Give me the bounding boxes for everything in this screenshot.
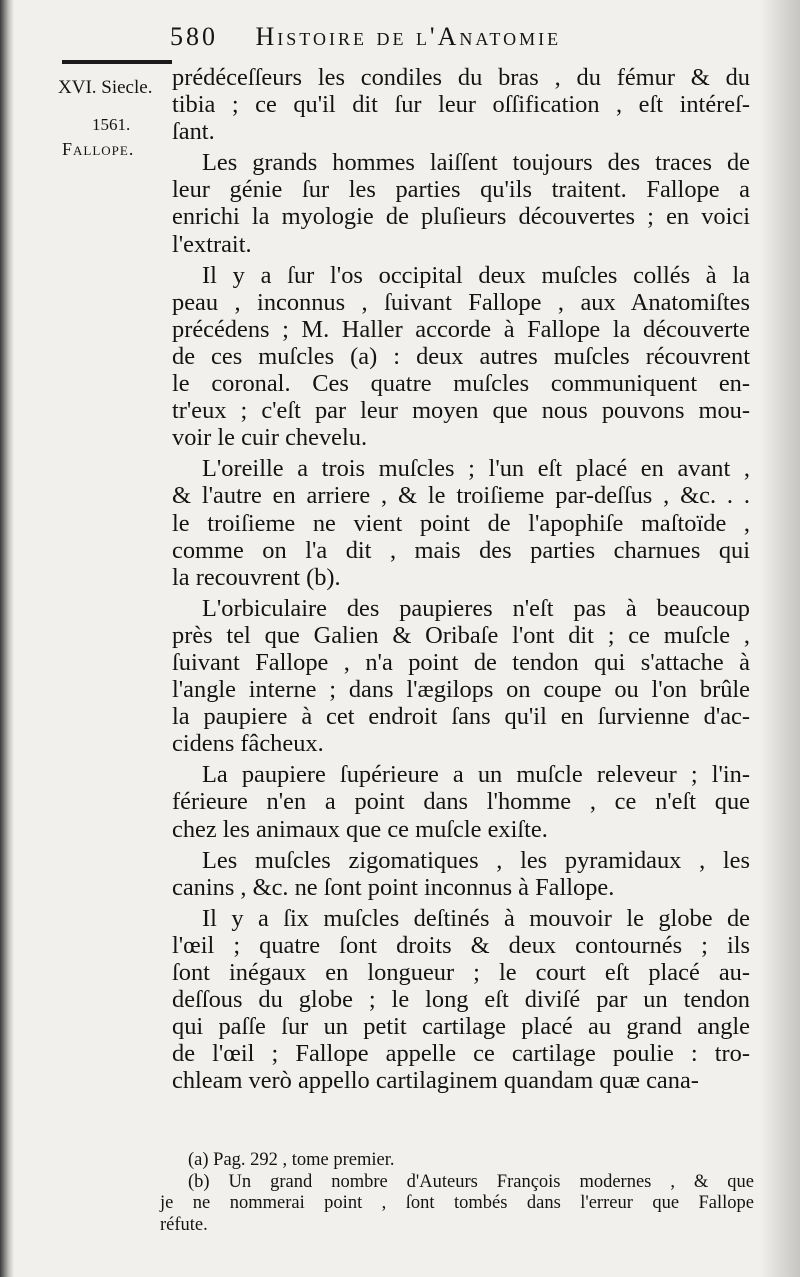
text-line: voir le cuir chevelu. bbox=[172, 424, 368, 452]
text-line: leur génie ſur les parties qu'ils traitent. Fallope a bbox=[172, 176, 750, 204]
margin-note-name: Fallope. bbox=[62, 139, 135, 159]
text-line: Les muſcles zigomatiques , les pyramidaux , les bbox=[202, 846, 750, 874]
text-line: de l'œil ; Fallope appelle ce cartilage poulie : tro- bbox=[172, 1040, 750, 1068]
text-line: férieure n'en a point dans l'homme , ce n'eſt que bbox=[172, 788, 750, 816]
text-line: Les grands hommes laiſſent toujours des traces de bbox=[202, 149, 750, 177]
text-line: ſont inégaux en longueur ; le court eſt placé au- bbox=[172, 959, 750, 986]
text-line: l'œil ; quatre ſont droits & deux contournés ; ils bbox=[172, 931, 750, 959]
page-edge-shadow bbox=[760, 0, 800, 1277]
text-line: le troiſieme ne vient point de l'apophiſe maſtoïde , bbox=[172, 509, 750, 537]
text-line: tibia ; ce qu'il dit ſur leur oſſification , eſt intéreſ- bbox=[172, 91, 750, 119]
text-line: ſant. bbox=[172, 118, 215, 146]
text-line: Il y a ſix muſcles deſtinés à mouvoir le globe de bbox=[202, 904, 750, 932]
running-title: Histoire de l'Anatomie bbox=[255, 22, 562, 51]
paragraph bbox=[172, 847, 750, 901]
text-line: précédens ; M. Haller accorde à Fallope la découverte bbox=[172, 315, 750, 343]
text-line: prédéceſſeurs les condiles du bras , du fémur & du bbox=[172, 64, 750, 91]
text-line: ſuivant Fallope , n'a point de tendon qui s'attache à bbox=[172, 648, 750, 676]
page-number: 580 bbox=[170, 22, 218, 51]
paragraph bbox=[172, 905, 750, 1095]
text-line: deſſous du globe ; le long eſt diviſé par un tendon bbox=[172, 986, 750, 1014]
text-line: la recouvrent (b). bbox=[172, 563, 341, 591]
text-line: peau , inconnus , ſuivant Fallope , aux Anatomiſtes bbox=[172, 288, 750, 316]
text-line: de ces muſcles (a) : deux autres muſcles récouvrent bbox=[172, 342, 750, 370]
text-line: L'orbiculaire des paupieres n'eſt pas à beaucoup bbox=[202, 594, 750, 622]
header-rule bbox=[62, 60, 172, 64]
paragraph bbox=[172, 761, 750, 842]
text-line: L'oreille a trois muſcles ; l'un eſt placé en avant , bbox=[202, 455, 750, 483]
footnote-line: je ne nommerai point , ſont tombés dans l'erreur que Fallope bbox=[160, 1193, 754, 1213]
text-line: le coronal. Ces quatre muſcles communiquent en- bbox=[172, 370, 750, 398]
text-line: canins , &c. ne ſont point inconnus à Fallope. bbox=[172, 873, 615, 901]
text-line: la paupiere à cet endroit ſans qu'il en ſurvienne d'ac- bbox=[172, 703, 750, 731]
footnote-line: réfute. bbox=[160, 1214, 208, 1235]
paragraph bbox=[172, 64, 750, 145]
text-line: cidens fâcheux. bbox=[172, 730, 324, 758]
paragraph bbox=[172, 595, 750, 758]
text-line: comme on l'a dit , mais des parties charnues qui bbox=[172, 536, 750, 564]
main-text bbox=[172, 64, 750, 1094]
text-line: qui paſſe ſur un petit cartilage placé au grand angle bbox=[172, 1013, 750, 1041]
paragraph bbox=[172, 262, 750, 452]
margin-note-year: 1561. bbox=[92, 115, 131, 134]
paragraph bbox=[172, 149, 750, 257]
running-head bbox=[170, 22, 770, 52]
text-line: chez les animaux que ce muſcle exiſte. bbox=[172, 815, 548, 843]
gutter-shadow bbox=[0, 0, 14, 1277]
text-line: & l'autre en arriere , & le troiſieme par-deſſus , &c. . . bbox=[172, 482, 750, 510]
text-line: tr'eux ; c'eſt par leur moyen que nous pouvons mou- bbox=[172, 397, 750, 425]
paragraph bbox=[172, 455, 750, 590]
text-line: l'angle interne ; dans l'ægilops on coupe ou l'on brûle bbox=[172, 676, 750, 704]
footnotes bbox=[160, 1150, 754, 1236]
text-line: La paupiere ſupérieure a un muſcle releveur ; l'in- bbox=[202, 761, 750, 789]
margin-note-century: XVI. Siecle. bbox=[58, 77, 153, 98]
text-line: Il y a ſur l'os occipital deux muſcles collés à la bbox=[202, 261, 750, 289]
footnote-line: (b) Un grand nombre d'Auteurs François modernes , & que bbox=[188, 1171, 754, 1192]
text-line: chleam verò appello cartilaginem quandam quæ cana- bbox=[172, 1067, 699, 1095]
footnote-line: (a) Pag. 292 , tome premier. bbox=[188, 1150, 395, 1170]
text-line: enrichi la myologie de pluſieurs découvertes ; en voici bbox=[172, 203, 750, 231]
text-line: l'extrait. bbox=[172, 230, 252, 258]
text-line: près tel que Galien & Oribaſe l'ont dit ; ce muſcle , bbox=[172, 621, 750, 649]
